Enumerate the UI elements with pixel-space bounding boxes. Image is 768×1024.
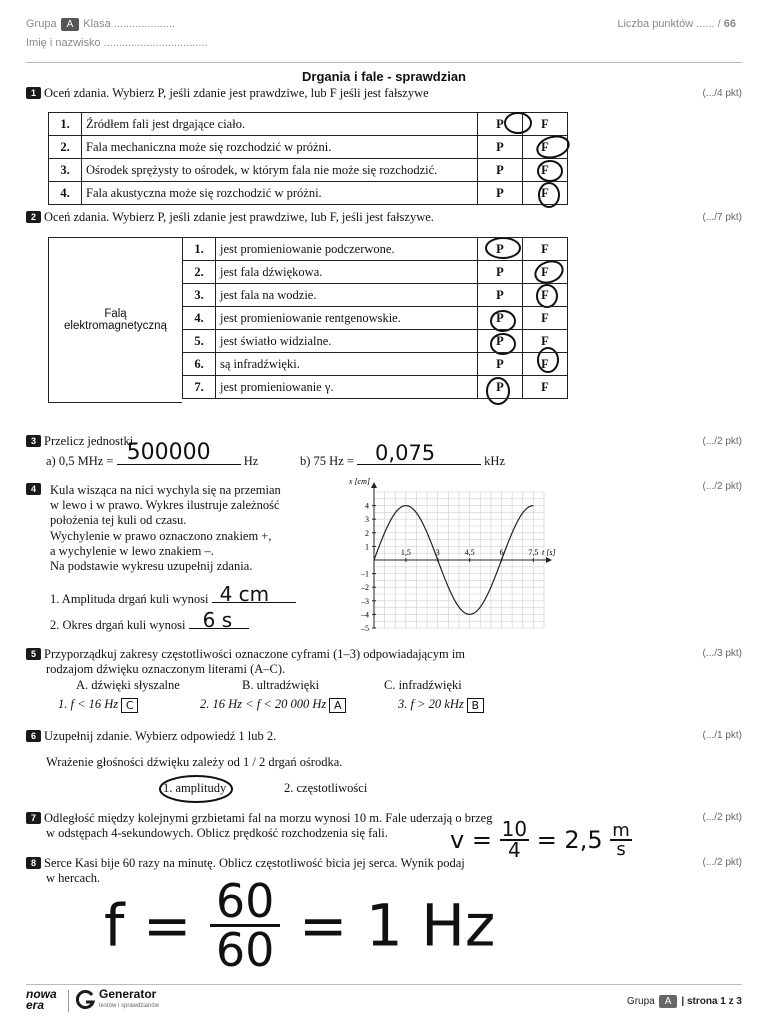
q1-text: Oceń zdania. Wybierz P, jeśli zdanie jest prawdziwe, lub F jeśli jest fałszywe: [44, 86, 429, 100]
q5-option-b: B. ultradźwięki: [242, 678, 320, 692]
q3-points: (.../2 pkt): [702, 436, 742, 447]
option-p[interactable]: P: [478, 307, 523, 330]
q3-a-answer: 500000: [126, 440, 211, 465]
q4-line: a wychylenie w lewo znakiem –.: [50, 543, 214, 558]
q5-number: 5: [26, 648, 41, 660]
footer-group-label: Grupa: [626, 996, 655, 1007]
q1-circle-4: [539, 183, 559, 207]
q4-item1-answer: 4 cm: [219, 582, 270, 606]
q7-points: (.../2 pkt): [702, 812, 742, 823]
q5-item3-label: 3. f > 20 kHz: [398, 697, 464, 711]
option-p[interactable]: P: [478, 238, 523, 261]
option-f[interactable]: F: [523, 159, 568, 182]
y-axis-arrow: [371, 482, 377, 488]
row-number: 5.: [183, 330, 216, 353]
q2-points: (.../7 pkt): [702, 212, 742, 223]
q8-number: 8: [26, 857, 41, 869]
q6-prompt: [26, 729, 276, 744]
q7-unit-num: m: [612, 820, 630, 841]
q5-item1-box[interactable]: C: [121, 698, 138, 713]
y-tick-label: 2: [365, 528, 369, 538]
q7-answer-num: 10: [501, 817, 528, 841]
q4-item2-line[interactable]: [189, 608, 249, 632]
row-statement: jest fala na wodzie.: [216, 284, 478, 307]
q3-b: [300, 441, 505, 469]
q3-b-unit: kHz: [484, 454, 505, 468]
q4-line: w lewo i w prawo. Wykres ilustruje zależność: [50, 498, 280, 513]
y-tick-label: –4: [361, 610, 369, 620]
group-badge: A: [61, 18, 80, 31]
q4-line: położenia tej kuli od czasu.: [50, 513, 187, 528]
generator-subtitle: testów i sprawdzianów: [99, 1003, 160, 1009]
row-statement: jest fala dźwiękowa.: [216, 261, 478, 284]
x-tick-label: 4,5: [464, 548, 475, 557]
q3-text: Przelicz jednostki.: [44, 434, 137, 448]
row-number: 1.: [183, 238, 216, 261]
q4-line: Kula wisząca na nici wychyla się na przemian: [50, 483, 281, 497]
y-tick-label: –2: [361, 583, 369, 593]
q8-answer-num: 60: [210, 878, 281, 927]
y-tick-label: 1: [365, 542, 369, 552]
row-number: 2.: [49, 136, 82, 159]
q2-subject-cell: [48, 237, 182, 403]
y-tick-label: 3: [365, 515, 369, 525]
row-number: 3.: [183, 284, 216, 307]
row-number: 3.: [49, 159, 82, 182]
name-label: Imię i nazwisko ..................................: [26, 37, 208, 49]
table-row: [183, 353, 568, 376]
nowa-era-logo: [26, 989, 57, 1011]
q7-unit: [610, 822, 632, 858]
q7-number: 7: [26, 812, 41, 824]
footer-divider: [26, 984, 742, 985]
q5-item2: [200, 697, 346, 713]
q6-number: 6: [26, 730, 41, 742]
q3-b-answer: 0,075: [375, 441, 436, 465]
x-tick-label: 1,5: [400, 548, 411, 557]
table-row: [183, 238, 568, 261]
q6-text: Uzupełnij zdanie. Wybierz odpowiedź 1 lub 2.: [44, 729, 277, 743]
row-number: 7.: [183, 376, 216, 399]
y-axis-label: x [cm]: [348, 477, 370, 486]
q4-item1-line[interactable]: [212, 582, 296, 606]
points-label: Liczba punktów ...... /: [617, 18, 721, 30]
q5-option-c: C. infradźwięki: [384, 678, 462, 692]
q3-number: 3: [26, 435, 41, 447]
q5-prompt: [26, 647, 465, 677]
option-f[interactable]: F: [523, 182, 568, 205]
q6-option-2[interactable]: 2. częstotliwości: [284, 781, 368, 795]
table-row: [183, 330, 568, 353]
x-tick-label: 3: [435, 548, 440, 557]
option-p[interactable]: P: [478, 159, 523, 182]
q5-item3: [398, 697, 484, 713]
q1-number: 1: [26, 87, 41, 99]
q4-item2-answer: 6 s: [202, 608, 233, 632]
option-f[interactable]: F: [523, 136, 568, 159]
group-label: Grupa: [26, 18, 57, 30]
option-p[interactable]: P: [478, 136, 523, 159]
row-number: 6.: [183, 353, 216, 376]
q3-prompt: [26, 434, 136, 449]
q8-answer-lhs: f =: [104, 891, 192, 960]
option-p[interactable]: P: [478, 182, 523, 205]
row-number: 1.: [49, 113, 82, 136]
q5-item1: [58, 697, 138, 713]
q4-line: Wychylenie w prawo oznaczono znakiem +,: [50, 528, 272, 543]
option-p[interactable]: P: [478, 261, 523, 284]
q7-answer-lhs: v =: [450, 826, 492, 854]
generator-title: Generator: [99, 987, 157, 1001]
q3-b-label: b) 75 Hz =: [300, 454, 354, 468]
generator-g-icon: [76, 990, 96, 1010]
option-p[interactable]: P: [478, 284, 523, 307]
row-statement: jest promieniowanie rentgenowskie.: [216, 307, 478, 330]
footer-page-info: [627, 995, 742, 1008]
q8-answer-result: = 1 Hz: [298, 891, 496, 960]
q6-sentence: Wrażenie głośności dźwięku zależy od 1 / 2 drgań ośrodka.: [46, 755, 343, 769]
option-f[interactable]: F: [523, 307, 568, 330]
q3-a-label: a) 0,5 MHz =: [46, 454, 114, 468]
x-tick-label: 7,5: [528, 548, 539, 557]
points-total: 66: [723, 18, 736, 30]
q4-item2: [50, 608, 249, 633]
row-statement: są infradźwięki.: [216, 353, 478, 376]
q2-table: [182, 237, 568, 399]
x-axis-arrow: [546, 557, 552, 563]
q7-answer-den: 4: [507, 838, 521, 862]
q5-option-a: A. dźwięki słyszalne: [76, 678, 180, 692]
footer-group-badge: A: [659, 995, 678, 1008]
page-title: Drgania i fale - sprawdzian: [302, 69, 466, 84]
q7-prompt: [26, 811, 492, 841]
y-tick-label: –1: [361, 569, 369, 579]
logo-nowa: nowa: [26, 987, 57, 1001]
q4-points: (.../2 pkt): [702, 481, 742, 492]
q1-points: (.../4 pkt): [702, 88, 742, 99]
q8-line2: w hercach.: [46, 871, 101, 885]
q6-points: (.../1 pkt): [702, 730, 742, 741]
row-number: 2.: [183, 261, 216, 284]
q2-number: 2: [26, 211, 41, 223]
row-statement: Źródłem fali jest drgające ciało.: [82, 113, 478, 136]
q7-line1: Odległość między kolejnymi grzbietami fal na morzu wynosi 10 m. Fale uderzają o brzeg: [44, 811, 493, 825]
table-row: [183, 261, 568, 284]
q7-answer-result: = 2,5: [536, 826, 603, 854]
q5-item3-box[interactable]: B: [467, 698, 484, 713]
q5-line1: Przyporządkuj zakresy częstotliwości oznaczone cyframi (1–3) odpowiadającym im: [44, 647, 466, 661]
q5-line2: rodzajom dźwięku oznaczonym literami (A–C).: [46, 662, 286, 676]
q2-subject-line1: Falą: [104, 308, 127, 320]
table-row: [183, 376, 568, 399]
q4-text: [50, 483, 281, 574]
q4-number: 4: [26, 483, 41, 495]
q5-points: (.../3 pkt): [702, 648, 742, 659]
q2-text: Oceń zdania. Wybierz P, jeśli zdanie jest prawdziwe, lub F, jeśli jest fałszywe.: [44, 210, 434, 224]
y-tick-label: 4: [365, 501, 369, 511]
option-f[interactable]: F: [523, 376, 568, 399]
x-tick-label: 6: [499, 548, 504, 557]
q2-subject-line2: elektromagnetyczną: [64, 320, 167, 332]
q7-unit-den: s: [616, 839, 626, 860]
class-label: Klasa ....................: [83, 18, 175, 30]
footer-logo-divider: [68, 990, 69, 1012]
q1-circle-3: [538, 161, 562, 181]
q3-a-answer-line[interactable]: [117, 440, 241, 465]
option-p[interactable]: P: [478, 330, 523, 353]
q6-option-1[interactable]: 1. amplitudy: [163, 781, 227, 795]
q4-line: Na podstawie wykresu uzupełnij zdania.: [50, 559, 253, 574]
q4-item1-label: 1. Amplituda drgań kuli wynosi: [50, 592, 209, 606]
option-f[interactable]: F: [523, 113, 568, 136]
option-p[interactable]: P: [478, 353, 523, 376]
q1-circle-1: [505, 113, 531, 133]
q3-a-unit: Hz: [243, 454, 259, 468]
row-statement: jest światło widzialne.: [216, 330, 478, 353]
q3-b-answer-line[interactable]: [357, 441, 481, 465]
q8-answer-den: 60: [215, 923, 275, 977]
row-statement: jest promieniowanie podczerwone.: [216, 238, 478, 261]
row-number: 4.: [183, 307, 216, 330]
q4-item2-label: 2. Okres drgań kuli wynosi: [50, 618, 186, 632]
row-statement: Fala mechaniczna może się rozchodzić w próżni.: [82, 136, 478, 159]
row-number: 4.: [49, 182, 82, 205]
footer-page-label: | strona 1 z 3: [681, 996, 742, 1007]
y-tick-label: –3: [361, 596, 369, 606]
q7-fraction: [500, 817, 529, 862]
option-p[interactable]: P: [478, 113, 523, 136]
option-f[interactable]: F: [523, 284, 568, 307]
y-tick-label: –5: [361, 624, 369, 633]
q7-answer: [450, 817, 632, 862]
row-statement: Ośrodek sprężysty to ośrodek, w którym fala nie może się rozchodzić.: [82, 159, 478, 182]
q7-line2: w odstępach 4-sekundowych. Oblicz prędkość rozchodzenia się fali.: [46, 826, 388, 840]
q8-line1: Serce Kasi bije 60 razy na minutę. Oblicz częstotliwość bicia jej serca. Wynik podaj: [44, 856, 465, 870]
option-p[interactable]: P: [478, 376, 523, 399]
q8-answer: [104, 874, 496, 977]
q8-points: (.../2 pkt): [702, 857, 742, 868]
q2-prompt: [26, 210, 434, 225]
logo-era: era: [26, 998, 45, 1012]
option-f[interactable]: F: [523, 238, 568, 261]
generator-logo: [76, 989, 159, 1011]
option-f[interactable]: F: [523, 353, 568, 376]
q1-circle-2: [535, 133, 571, 161]
table-row: [183, 307, 568, 330]
row-statement: jest promieniowanie γ.: [216, 376, 478, 399]
table-row: [183, 284, 568, 307]
x-axis-label: t [s]: [542, 548, 556, 557]
q4-item1: [50, 582, 296, 607]
row-statement: Fala akustyczna może się rozchodzić w próżni.: [82, 182, 478, 205]
option-f[interactable]: F: [523, 330, 568, 353]
q5-item1-label: 1. f < 16 Hz: [58, 697, 119, 711]
option-f[interactable]: F: [523, 261, 568, 284]
q4-chart: [332, 476, 562, 636]
q8-fraction: [210, 874, 281, 977]
q5-item2-label: 2. 16 Hz < f < 20 000 Hz: [200, 697, 327, 711]
q4-prompt: [26, 482, 44, 497]
q5-item2-box[interactable]: A: [329, 698, 346, 713]
